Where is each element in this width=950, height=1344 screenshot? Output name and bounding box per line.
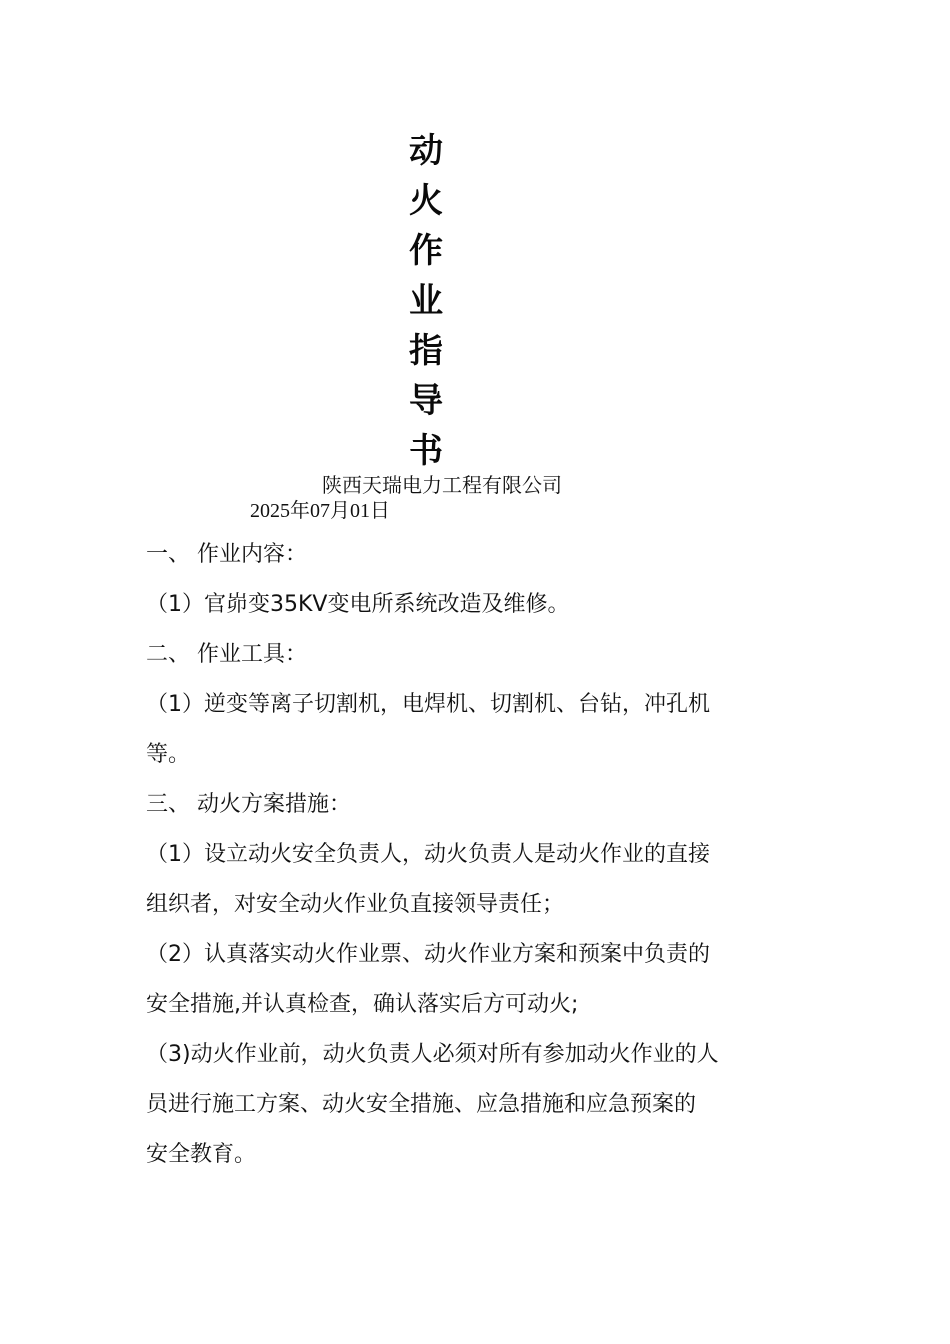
- tools-item-continued: 等。: [146, 742, 191, 767]
- measure-item-3-end: 安全教育。: [146, 1142, 257, 1167]
- content-item: （1）官峁变35KV变电所系统改造及维修。: [146, 592, 570, 617]
- title-char: 作: [409, 231, 443, 271]
- measure-item-1: （1）设立动火安全负责人，动火负责人是动火作业的直接: [146, 842, 710, 867]
- title-char: 业: [409, 281, 443, 321]
- document-body: [146, 530, 816, 1180]
- document-title: [404, 126, 448, 476]
- title-char: 火: [409, 181, 443, 221]
- section-heading-tools: 二、 作业工具：: [146, 642, 307, 667]
- section-heading-measures: 三、 动火方案措施：: [146, 792, 351, 817]
- measure-item-2-continued: 安全措施,并认真检查，确认落实后方可动火;: [146, 992, 579, 1017]
- document-date: 2025年07月01日: [250, 500, 390, 522]
- company-name: 陕西天瑞电力工程有限公司: [322, 473, 562, 497]
- measure-item-3-continued: 员进行施工方案、动火安全措施、应急措施和应急预案的: [146, 1092, 697, 1117]
- measure-item-3: （3)动火作业前，动火负责人必须对所有参加动火作业的人: [146, 1042, 719, 1067]
- section-heading-content: 一、 作业内容：: [146, 542, 307, 567]
- title-char: 书: [409, 431, 443, 471]
- measure-item-2: （2）认真落实动火作业票、动火作业方案和预案中负责的: [146, 942, 710, 967]
- title-char: 指: [409, 331, 443, 371]
- title-char: 动: [409, 131, 443, 171]
- measure-item-1-continued: 组织者，对安全动火作业负直接领导责任；: [146, 892, 565, 917]
- tools-item: （1）逆变等离子切割机，电焊机、切割机、台钻，冲孔机: [146, 692, 710, 717]
- title-char: 导: [409, 381, 443, 421]
